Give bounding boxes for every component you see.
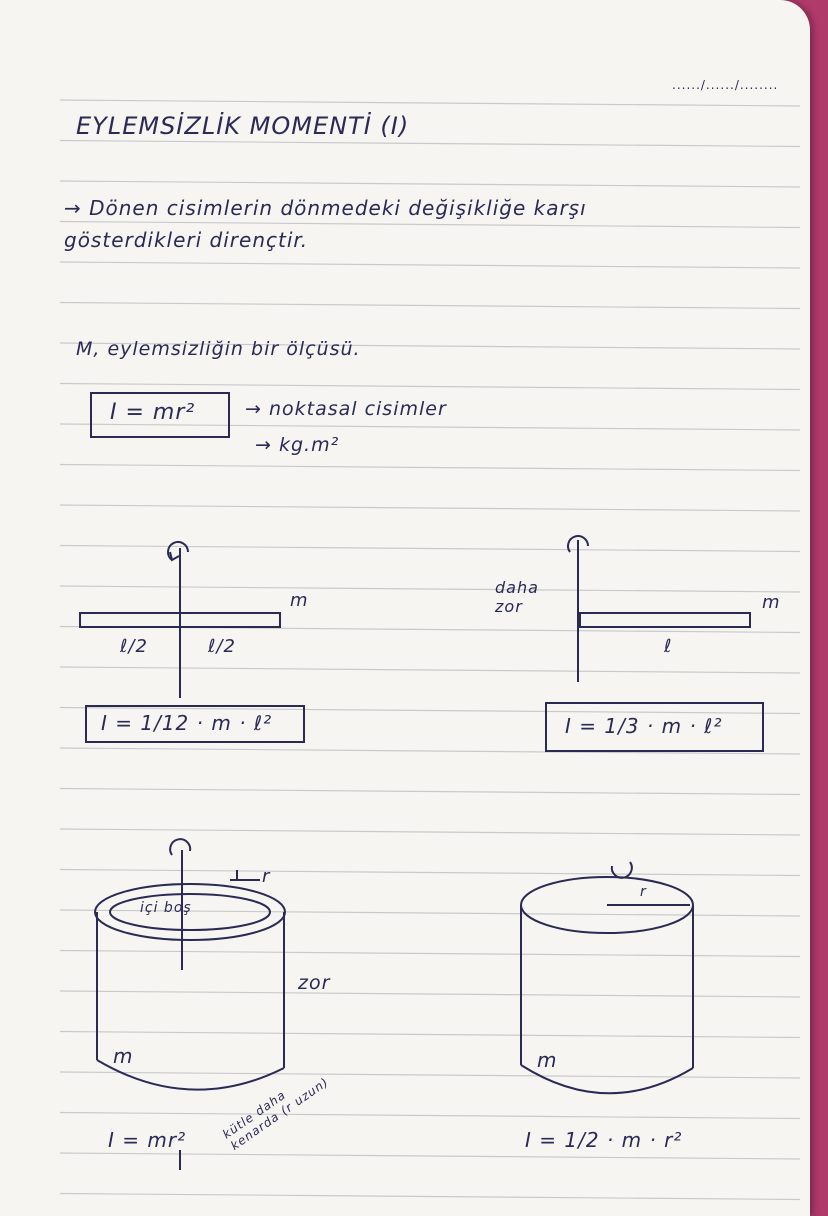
- ruled-line: [60, 222, 800, 228]
- hollow-note: zor: [298, 972, 331, 994]
- hollow-formula: I = mr²: [108, 1128, 187, 1152]
- ruled-line: [60, 546, 800, 552]
- rod-end-length-label: ℓ: [664, 636, 673, 657]
- ruled-line: [60, 181, 800, 187]
- point-mass-unit: → kg.m²: [255, 434, 340, 456]
- hollow-radius-label: r: [262, 866, 271, 887]
- solid-formula: I = 1/2 · m · r²: [525, 1128, 683, 1152]
- rod-end-formula: I = 1/3 · m · ℓ²: [565, 714, 723, 738]
- ruled-line: [60, 829, 800, 835]
- ruled-line: [60, 1194, 800, 1200]
- ruled-line: [60, 951, 800, 957]
- mass-note: M, eylemsizliğin bir ölçüsü.: [76, 338, 361, 360]
- rod-center-formula-box: [85, 705, 305, 743]
- ruled-line: [60, 262, 800, 268]
- ruled-line: [60, 627, 800, 633]
- page-title: EYLEMSİZLİK MOMENTİ (I): [76, 112, 410, 140]
- ruled-line: [60, 384, 800, 390]
- rod-end-formula-box: [545, 702, 764, 752]
- point-mass-formula: I = mr²: [110, 400, 196, 425]
- solid-mass-label: m: [537, 1048, 558, 1072]
- solid-radius-label: r: [640, 884, 647, 900]
- ruled-line: [60, 100, 800, 106]
- rod-center-half-right: ℓ/2: [208, 636, 236, 657]
- ruled-line: [60, 1032, 800, 1038]
- ruled-line: [60, 505, 800, 511]
- hollow-inside-label: içi boş: [140, 900, 192, 916]
- ruled-line: [60, 789, 800, 795]
- rod-center-half-left: ℓ/2: [120, 636, 148, 657]
- rod-end-note: daha zor: [495, 578, 539, 616]
- rod-center-mass-label: m: [290, 590, 309, 611]
- definition-line-1: → Dönen cisimlerin dönmedeki değişikliğe karşı: [64, 196, 587, 220]
- point-mass-note: → noktasal cisimler: [245, 398, 447, 420]
- definition-line-2: gösterdikleri dirençtir.: [64, 228, 309, 252]
- ruled-line: [60, 303, 800, 309]
- hollow-side-note: kütle daha kenarda (r uzun): [220, 1074, 332, 1153]
- rod-end-mass-label: m: [762, 592, 781, 613]
- date-field: ....../....../........: [672, 78, 779, 92]
- hollow-mass-label: m: [113, 1044, 134, 1068]
- point-mass-formula-box: [90, 392, 230, 438]
- ruled-line: [60, 465, 800, 471]
- ruled-line: [60, 586, 800, 592]
- rod-center-formula: I = 1/12 · m · ℓ²: [101, 711, 273, 735]
- ruled-line: [60, 1072, 800, 1078]
- ruled-line: [60, 870, 800, 876]
- ruled-line: [60, 991, 800, 997]
- ruled-line: [60, 1153, 800, 1159]
- ruled-line: [60, 141, 800, 147]
- ruled-line: [60, 1113, 800, 1119]
- ruled-line: [60, 667, 800, 673]
